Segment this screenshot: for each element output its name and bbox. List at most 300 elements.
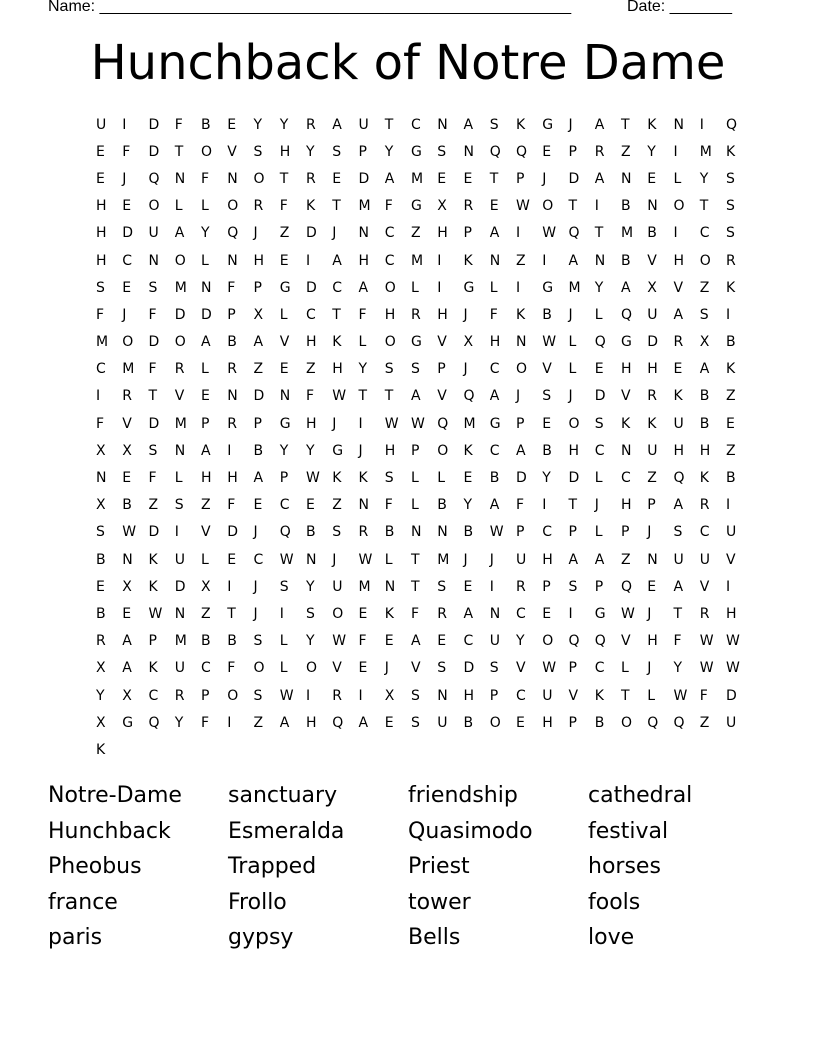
grid-letter: B xyxy=(542,442,552,459)
grid-letter: C xyxy=(516,605,526,622)
grid-letter: J xyxy=(463,361,468,378)
header xyxy=(48,0,732,16)
grid-letter: F xyxy=(148,470,157,487)
grid-letter: B xyxy=(227,334,237,351)
grid-letter: X xyxy=(122,578,132,595)
grid-letter: V xyxy=(621,388,631,405)
grid-letter: K xyxy=(148,551,158,568)
grid-letter: M xyxy=(699,143,712,160)
grid-letter: L xyxy=(594,470,603,487)
grid-letter: E xyxy=(96,143,105,160)
grid-letter: A xyxy=(594,170,605,187)
grid-letter: P xyxy=(358,143,367,160)
grid-letter: B xyxy=(699,388,710,405)
grid-letter: U xyxy=(148,225,159,242)
grid-letter: R xyxy=(174,361,185,378)
grid-letter: S xyxy=(726,198,735,215)
grid-letter: E xyxy=(358,605,368,622)
grid-letter: X xyxy=(699,334,710,351)
grid-letter: N xyxy=(227,252,238,269)
grid-letter: L xyxy=(201,551,209,568)
grid-letter: E xyxy=(542,415,552,432)
grid-letter: S xyxy=(253,687,263,704)
grid-letter: O xyxy=(148,198,160,215)
grid-letter: U xyxy=(96,116,107,133)
grid-letter: L xyxy=(411,497,419,514)
grid-letter: S xyxy=(726,225,735,242)
grid-letter: G xyxy=(279,279,291,296)
word-list-item: love xyxy=(588,925,635,950)
grid-letter: S xyxy=(332,143,342,160)
grid-letter: O xyxy=(174,252,186,269)
grid-letter: Y xyxy=(594,279,604,296)
grid-letter: H xyxy=(384,306,396,323)
grid-letter: C xyxy=(96,361,106,378)
grid-letter: E xyxy=(96,170,105,187)
grid-letter: I xyxy=(594,198,599,215)
grid-letter: Y xyxy=(279,442,289,459)
grid-letter: E xyxy=(673,361,683,378)
grid-letter: N xyxy=(227,388,238,405)
grid-letter: Z xyxy=(253,361,264,378)
grid-letter: T xyxy=(673,605,683,622)
grid-letter: L xyxy=(201,198,209,215)
grid-letter: W xyxy=(726,660,740,677)
grid-letter: J xyxy=(253,524,258,541)
grid-letter: T xyxy=(227,605,236,622)
grid-letter: B xyxy=(647,225,657,242)
grid-letter: U xyxy=(542,687,553,704)
grid-letter: A xyxy=(332,252,342,269)
grid-letter: P xyxy=(542,578,551,595)
grid-letter: P xyxy=(516,415,525,432)
grid-letter: X xyxy=(647,279,657,296)
grid-letter: M xyxy=(174,279,187,296)
grid-letter: A xyxy=(201,334,211,351)
grid-letter: A xyxy=(358,714,369,731)
grid-letter: Y xyxy=(516,633,525,650)
grid-letter: Z xyxy=(279,225,290,242)
grid-letter: S xyxy=(437,578,447,595)
grid-letter: U xyxy=(673,551,684,568)
grid-letter: A xyxy=(358,279,369,296)
grid-letter: Z xyxy=(621,143,631,160)
grid-letter: L xyxy=(384,551,393,568)
grid-letter: P xyxy=(253,279,262,296)
grid-letter: I xyxy=(673,143,678,160)
grid-letter: H xyxy=(699,442,711,459)
grid-letter: F xyxy=(384,198,393,215)
grid-letter: O xyxy=(306,660,318,677)
grid-letter: C xyxy=(516,687,526,704)
grid-letter: E xyxy=(122,279,132,296)
grid-letter: D xyxy=(174,306,186,323)
grid-letter: L xyxy=(594,306,603,323)
grid-letter: H xyxy=(463,687,475,704)
grid-letter: C xyxy=(621,470,631,487)
grid-letter: N xyxy=(647,198,658,215)
grid-letter: W xyxy=(542,334,557,351)
grid-letter: Z xyxy=(726,388,736,405)
grid-letter: O xyxy=(437,442,449,459)
grid-letter: I xyxy=(568,605,573,622)
grid-letter: R xyxy=(726,252,736,269)
grid-letter: H xyxy=(227,470,238,487)
grid-letter: F xyxy=(148,306,157,323)
grid-letter: J xyxy=(253,605,258,622)
grid-letter: V xyxy=(673,279,684,296)
grid-letter: J xyxy=(542,170,547,187)
grid-letter: B xyxy=(122,497,132,514)
grid-letter: N xyxy=(384,578,396,595)
grid-letter: D xyxy=(148,415,160,432)
grid-letter: E xyxy=(542,605,552,622)
grid-letter: D xyxy=(568,170,580,187)
grid-letter: P xyxy=(201,415,210,432)
grid-letter: T xyxy=(699,198,709,215)
grid-letter: Y xyxy=(174,714,184,731)
grid-letter: Z xyxy=(647,470,657,487)
grid-letter: N xyxy=(594,252,606,269)
grid-letter: Q xyxy=(148,170,160,187)
grid-letter: W xyxy=(332,388,347,405)
grid-letter: F xyxy=(279,198,288,215)
grid-letter: N xyxy=(279,388,291,405)
grid-letter: L xyxy=(647,687,656,704)
grid-letter: R xyxy=(516,578,526,595)
grid-letter: R xyxy=(699,497,710,514)
date-field-label: Date: _______ xyxy=(627,0,732,15)
grid-letter: X xyxy=(96,497,106,514)
word-list-item: fools xyxy=(588,889,641,915)
grid-letter: K xyxy=(148,578,158,595)
grid-letter: T xyxy=(148,388,158,405)
grid-letter: J xyxy=(463,551,468,568)
grid-letter: F xyxy=(358,633,367,650)
grid-letter: R xyxy=(227,361,237,378)
grid-letter: Z xyxy=(201,497,211,514)
grid-letter: Y xyxy=(542,470,551,487)
grid-letter: C xyxy=(201,660,211,677)
grid-letter: Q xyxy=(594,633,606,650)
grid-letter: P xyxy=(253,415,262,432)
word-list-item: Priest xyxy=(408,854,470,879)
grid-letter: I xyxy=(358,415,363,432)
grid-letter: G xyxy=(463,279,475,296)
grid-letter: W xyxy=(699,633,714,650)
word-list xyxy=(48,778,768,956)
grid-letter: M xyxy=(411,170,424,187)
grid-letter: L xyxy=(174,198,183,215)
grid-letter: H xyxy=(306,334,317,351)
grid-letter: Q xyxy=(568,633,580,650)
grid-letter: B xyxy=(542,306,552,323)
grid-letter: Y xyxy=(306,633,315,650)
word-list-item: Frollo xyxy=(228,889,287,915)
grid-letter: C xyxy=(489,442,500,459)
grid-letter: H xyxy=(542,714,553,731)
grid-letter: P xyxy=(411,442,420,459)
grid-letter: X xyxy=(437,198,447,215)
grid-letter: J xyxy=(568,116,573,133)
grid-letter: T xyxy=(411,578,420,595)
grid-letter: J xyxy=(463,306,468,323)
grid-letter: E xyxy=(96,578,105,595)
grid-letter: K xyxy=(621,415,631,432)
grid-letter: O xyxy=(201,143,213,160)
grid-letter: Y xyxy=(306,442,315,459)
grid-letter: B xyxy=(594,714,605,731)
grid-letter: P xyxy=(437,361,446,378)
grid-letter: W xyxy=(516,198,530,215)
grid-letter: Z xyxy=(332,497,342,514)
grid-letter: C xyxy=(594,442,605,459)
grid-letter: F xyxy=(673,633,682,650)
grid-letter: J xyxy=(647,660,652,677)
grid-letter: T xyxy=(489,170,499,187)
grid-letter: I xyxy=(306,252,311,269)
word-list-item: Trapped xyxy=(228,854,317,879)
grid-letter: N xyxy=(437,116,448,133)
grid-letter: C xyxy=(594,660,605,677)
grid-letter: I xyxy=(174,524,179,541)
grid-letter: R xyxy=(253,198,264,215)
grid-letter: H xyxy=(306,714,317,731)
grid-letter: V xyxy=(542,361,552,378)
grid-letter: P xyxy=(227,306,236,323)
grid-letter: W xyxy=(726,633,740,650)
grid-letter: E xyxy=(384,633,394,650)
grid-letter: B xyxy=(306,524,316,541)
grid-letter: V xyxy=(437,388,447,405)
grid-letter: V xyxy=(726,551,736,568)
grid-letter: U xyxy=(437,714,448,731)
grid-letter: Q xyxy=(647,714,659,731)
grid-letter: A xyxy=(673,578,684,595)
grid-letter: C xyxy=(148,687,159,704)
grid-letter: S xyxy=(384,470,394,487)
grid-letter: G xyxy=(411,334,422,351)
grid-letter: I xyxy=(437,252,442,269)
word-list-item: tower xyxy=(408,889,471,915)
word-list-item: Notre-Dame xyxy=(48,783,182,808)
grid-letter: V xyxy=(647,252,657,269)
grid-letter: R xyxy=(673,334,684,351)
grid-letter: L xyxy=(568,361,577,378)
grid-letter: R xyxy=(227,415,237,432)
grid-letter: Y xyxy=(279,116,289,133)
grid-letter: O xyxy=(699,252,711,269)
grid-letter: A xyxy=(516,442,526,459)
grid-letter: N xyxy=(647,551,658,568)
grid-letter: M xyxy=(122,361,135,378)
grid-letter: D xyxy=(306,279,317,296)
grid-letter: L xyxy=(174,470,183,487)
grid-letter: B xyxy=(227,633,237,650)
grid-letter: T xyxy=(279,170,289,187)
grid-letter: K xyxy=(463,442,473,459)
grid-letter: K xyxy=(516,306,526,323)
grid-letter: T xyxy=(621,687,630,704)
grid-letter: R xyxy=(358,524,369,541)
grid-letter: H xyxy=(621,361,632,378)
grid-letter: Z xyxy=(306,361,316,378)
grid-letter: A xyxy=(489,225,500,242)
grid-letter: S xyxy=(437,660,447,677)
grid-letter: O xyxy=(253,170,265,187)
grid-letter: A xyxy=(673,306,684,323)
grid-letter: P xyxy=(568,660,577,677)
grid-letter: D xyxy=(253,388,265,405)
grid-letter: Q xyxy=(437,415,449,432)
grid-letter: S xyxy=(673,524,683,541)
grid-letter: H xyxy=(568,442,580,459)
grid-letter: T xyxy=(174,143,184,160)
grid-letter: G xyxy=(489,415,501,432)
grid-letter: D xyxy=(647,334,659,351)
grid-letter: F xyxy=(227,497,236,514)
grid-letter: S xyxy=(489,660,499,677)
grid-letter: D xyxy=(306,225,317,242)
grid-letter: K xyxy=(96,741,106,758)
grid-letter: W xyxy=(306,470,320,487)
grid-letter: L xyxy=(279,660,288,677)
grid-letter: A xyxy=(489,497,500,514)
grid-letter: N xyxy=(358,497,369,514)
grid-letter: T xyxy=(384,388,394,405)
grid-letter: Z xyxy=(699,714,710,731)
grid-letter: Y xyxy=(306,143,315,160)
grid-letter: A xyxy=(279,714,290,731)
grid-letter: N xyxy=(621,442,632,459)
grid-letter: B xyxy=(384,524,395,541)
grid-letter: N xyxy=(437,524,448,541)
grid-letter: R xyxy=(699,605,710,622)
grid-letter: O xyxy=(568,415,580,432)
grid-letter: F xyxy=(306,388,315,405)
grid-letter: C xyxy=(384,252,395,269)
grid-letter: Q xyxy=(516,143,528,160)
grid-letter: N xyxy=(489,252,501,269)
grid-letter: Q xyxy=(463,388,475,405)
grid-letter: V xyxy=(437,334,447,351)
grid-letter: R xyxy=(437,605,447,622)
grid-letter: D xyxy=(726,687,737,704)
grid-letter: N xyxy=(96,470,107,487)
word-list-item: cathedral xyxy=(588,783,693,808)
grid-letter: W xyxy=(621,605,635,622)
word-list-item: gypsy xyxy=(228,925,294,950)
grid-letter: W xyxy=(489,524,504,541)
grid-letter: L xyxy=(279,633,288,650)
grid-letter: C xyxy=(699,524,710,541)
grid-letter: G xyxy=(594,605,606,622)
grid-letter: Q xyxy=(279,524,291,541)
grid-letter: V xyxy=(279,334,290,351)
grid-letter: X xyxy=(463,334,474,351)
grid-letter: I xyxy=(726,497,731,514)
grid-letter: U xyxy=(332,578,343,595)
grid-letter: H xyxy=(647,633,658,650)
grid-letter: Q xyxy=(594,334,606,351)
grid-letter: B xyxy=(96,551,106,568)
grid-letter: A xyxy=(122,660,132,677)
grid-letter: R xyxy=(332,687,342,704)
grid-letter: G xyxy=(542,279,554,296)
grid-letter: E xyxy=(437,170,447,187)
word-list-item: friendship xyxy=(408,783,518,808)
grid-letter: A xyxy=(463,605,474,622)
grid-letter: M xyxy=(621,225,634,242)
grid-letter: E xyxy=(463,578,473,595)
grid-letter: R xyxy=(594,143,605,160)
grid-letter: O xyxy=(384,334,396,351)
grid-letter: W xyxy=(148,605,163,622)
grid-letter: U xyxy=(647,442,658,459)
grid-letter: I xyxy=(699,116,704,133)
grid-letter: A xyxy=(463,116,474,133)
grid-letter: E xyxy=(122,470,132,487)
grid-letter: A xyxy=(384,170,395,187)
grid-letter: T xyxy=(358,388,368,405)
grid-letter: B xyxy=(96,605,106,622)
grid-letter: R xyxy=(463,198,474,215)
grid-letter: D xyxy=(148,143,160,160)
grid-letter: S xyxy=(411,714,420,731)
grid-letter: W xyxy=(542,660,557,677)
grid-letter: V xyxy=(332,660,342,677)
grid-letter: H xyxy=(542,551,553,568)
grid-letter: H xyxy=(332,361,343,378)
grid-letter: M xyxy=(411,252,424,269)
grid-letter: D xyxy=(463,660,475,677)
grid-letter: Y xyxy=(384,143,394,160)
grid-letter: C xyxy=(463,633,474,650)
grid-letter: H xyxy=(673,442,685,459)
grid-letter: B xyxy=(621,252,631,269)
grid-letter: W xyxy=(122,524,137,541)
grid-letter: L xyxy=(279,306,288,323)
grid-letter: A xyxy=(621,279,631,296)
grid-letter: S xyxy=(489,116,499,133)
grid-letter: I xyxy=(96,388,101,405)
grid-letter: U xyxy=(699,551,710,568)
grid-letter: M xyxy=(96,334,109,351)
grid-letter: B xyxy=(437,497,447,514)
grid-letter: H xyxy=(358,252,370,269)
grid-letter: X xyxy=(201,578,211,595)
grid-letter: H xyxy=(96,225,107,242)
grid-letter: L xyxy=(489,279,498,296)
grid-letter: T xyxy=(594,225,604,242)
grid-letter: F xyxy=(122,143,131,160)
grid-letter: K xyxy=(148,660,158,677)
grid-letter: E xyxy=(384,714,394,731)
grid-letter: A xyxy=(332,116,342,133)
grid-letter: A xyxy=(568,252,579,269)
grid-letter: O xyxy=(174,334,186,351)
grid-letter: O xyxy=(489,714,501,731)
grid-letter: E xyxy=(647,578,657,595)
grid-letter: E xyxy=(516,714,525,731)
grid-letter: E xyxy=(726,415,735,432)
grid-letter: G xyxy=(279,415,291,432)
grid-letter: I xyxy=(122,116,127,133)
grid-letter: T xyxy=(332,198,341,215)
grid-letter: L xyxy=(568,334,577,351)
grid-letter: E xyxy=(122,198,132,215)
grid-letter: Z xyxy=(148,497,159,514)
